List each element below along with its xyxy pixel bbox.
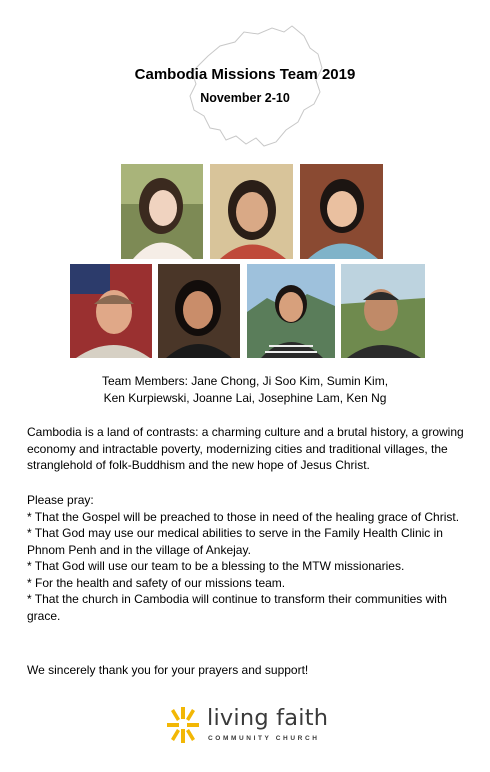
thanks-line: We sincerely thank you for your prayers and support!: [27, 663, 309, 677]
logo-wordmark: living faith: [207, 705, 329, 731]
prayer-heading: Please pray:: [27, 493, 94, 507]
team-photo: [70, 264, 152, 358]
team-photo: [158, 264, 240, 358]
sun-cross-icon: [165, 705, 201, 745]
team-photo: [300, 164, 383, 259]
team-photo: [341, 264, 425, 358]
prayer-item: * That the church in Cambodia will continue to transform their communities with grace.: [27, 592, 447, 623]
logo-subtitle: COMMUNITY CHURCH: [208, 735, 320, 742]
trip-dates: November 2-10: [200, 91, 290, 105]
prayer-item: * For the health and safety of our missions team.: [27, 575, 286, 590]
team-photo: [210, 164, 293, 259]
team-members-line: Team Members: Jane Chong, Ji Soo Kim, Sumin Kim,: [101, 374, 389, 388]
page-title: Cambodia Missions Team 2019: [134, 66, 356, 83]
intro-paragraph: Cambodia is a land of contrasts: a charming culture and a brutal history, a growing economy and intractable poverty, modernizing cities and traditional villages, the stranglehold of folk-Buddhism and the new hope of Jesus Christ.: [27, 425, 464, 472]
team-photo: [121, 164, 203, 259]
church-logo: [165, 705, 345, 749]
prayer-item: * That God will use our team to be a blessing to the MTW missionaries.: [27, 559, 405, 573]
team-members-line: Ken Kurpiewski, Joanne Lai, Josephine Lam, Ken Ng: [103, 391, 387, 405]
prayer-item: * That God may use our medical abilities to serve in the Family Health Clinic in Phnom Penh and in the village of Ankejay.: [27, 526, 443, 557]
prayer-item: * That the Gospel will be preached to those in need of the healing grace of Christ.: [27, 509, 460, 524]
team-photo: [247, 264, 335, 358]
cambodia-map-outline: [180, 18, 330, 153]
prayer-list: [27, 492, 467, 624]
team-members: [0, 373, 490, 407]
